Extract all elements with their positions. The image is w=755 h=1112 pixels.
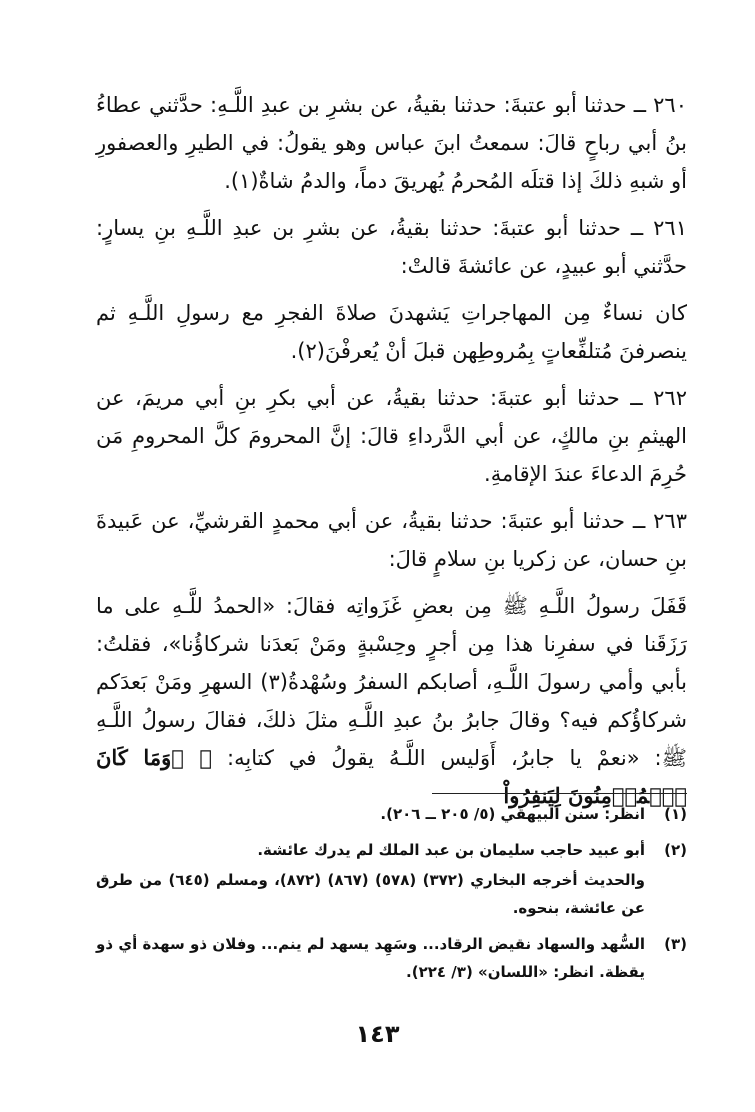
- footnote-divider: [432, 793, 687, 794]
- footnote-line: والحديث أخرجه البخاري (٣٧٢) (٥٧٨) (٨٦٧) (٨٧٢)، ومسلم (٦٤٥) من طرق عن عائشة، بنحوه.: [96, 871, 645, 917]
- footnote-line: السُّهد والسهاد نقيض الرقاد... وسَهِد يسهد لم ينم... وفلان ذو سهدة أي ذو يقظة. انظر: «اللسان» (٣/ ٢٢٤).: [96, 935, 645, 981]
- footnote-text: [96, 836, 645, 924]
- hadith-260: ٢٦٠ ــ حدثنا أبو عتبةَ: حدثنا بقيةُ، عن بشرِ بن عبدِ اللَّـهِ: حدَّثني عطاءُ بنُ أبي رباحٍ قالَ: سمعتُ ابنَ عباس وهو يقولُ: في الطيرِ والعصفورِ أو شبهِ ذلكَ إذا قتلَه المُحرمُ يُهريقَ دماً، والدمُ شاةٌ(١).: [96, 93, 687, 193]
- footnote-text: [96, 800, 645, 830]
- hadith-263-quote-text: قَفَلَ رسولُ اللَّـهِ ﷺ مِن بعضِ غَزَواتِه فقالَ: «الحمدُ للَّـهِ على ما رَزَقَنا في سفرِنا هذا مِن أجرٍ وحِسْبةٍ ومَنْ بَعدَنا شركاؤُنا»، فقلتُ: بأبي وأمي رسولَ اللَّـهِ، أصابكم السفرُ وسُهْدةُ(٣) السهرِ ومَنْ بَعدَكم شركاؤُكم فيه؟ وقالَ جابرُ بنُ عبدِ اللَّـهِ مثلَ ذلكَ، فقالَ رسولُ اللَّـهِ ﷺ: «نعمْ يا جابرُ، أَوَليس اللَّـهُ يقولُ في كتابِه:: [96, 594, 687, 770]
- footnote-1: [96, 800, 687, 830]
- hadith-261-quote: كان نساءٌ مِن المهاجراتِ يَشهدنَ صلاةَ الفجرِ مع رسولِ اللَّـهِ ثم ينصرفنَ مُتلفِّعاتٍ بِمُروطِهن قبلَ أنْ يُعرفْنَ(٢).: [96, 301, 687, 363]
- footnote-3: [96, 930, 687, 988]
- footnote-line: أبو عبيد حاجب سليمان بن عبد الملك لم يدرك عائشة.: [257, 841, 645, 859]
- quran-verse: ﴿ ۞وَمَا كَانَ ٱلۡمُؤۡمِنُونَ لِيَنفِرُواْ: [96, 745, 687, 808]
- footnote-number: (٢): [664, 841, 687, 859]
- hadith-262: ٢٦٢ ــ حدثنا أبو عتبةَ: حدثنا بقيةُ، عن أبي بكرِ بنِ أبي مريمَ، عن الهيثمِ بنِ مالكٍ، عن أبي الدَّرداءِ قالَ: إنَّ المحرومَ كلَّ المحرومِ مَن حُرِمَ الدعاءَ عندَ الإقامةِ.: [96, 386, 687, 486]
- hadith-261: ٢٦١ ــ حدثنا أبو عتبةَ: حدثنا بقيةُ، عن بشرِ بن عبدِ اللَّـهِ بنِ يسارٍ: حدَّثني أبو عبيدٍ، عن عائشةَ قالتْ:: [96, 216, 687, 278]
- footnote-number: (٣): [664, 935, 687, 953]
- footnote-number: (١): [664, 805, 687, 823]
- footnote-line: انظر: سنن البيهقي (٥/ ٢٠٥ ــ ٢٠٦).: [380, 805, 645, 823]
- hadith-263: ٢٦٣ ــ حدثنا أبو عتبةَ: حدثنا بقيةُ، عن أبي محمدٍ القرشيِّ، عن عَبيدةَ بنِ حسان، عن زكريا بنِ سلامٍ قالَ:: [96, 509, 687, 571]
- page-number: ١٤٣: [355, 1020, 400, 1048]
- footnote-text: [96, 930, 645, 988]
- footnote-2: [96, 836, 687, 924]
- footnotes: [96, 800, 687, 994]
- main-text: [96, 86, 687, 824]
- hadith-263-quote: [96, 587, 687, 815]
